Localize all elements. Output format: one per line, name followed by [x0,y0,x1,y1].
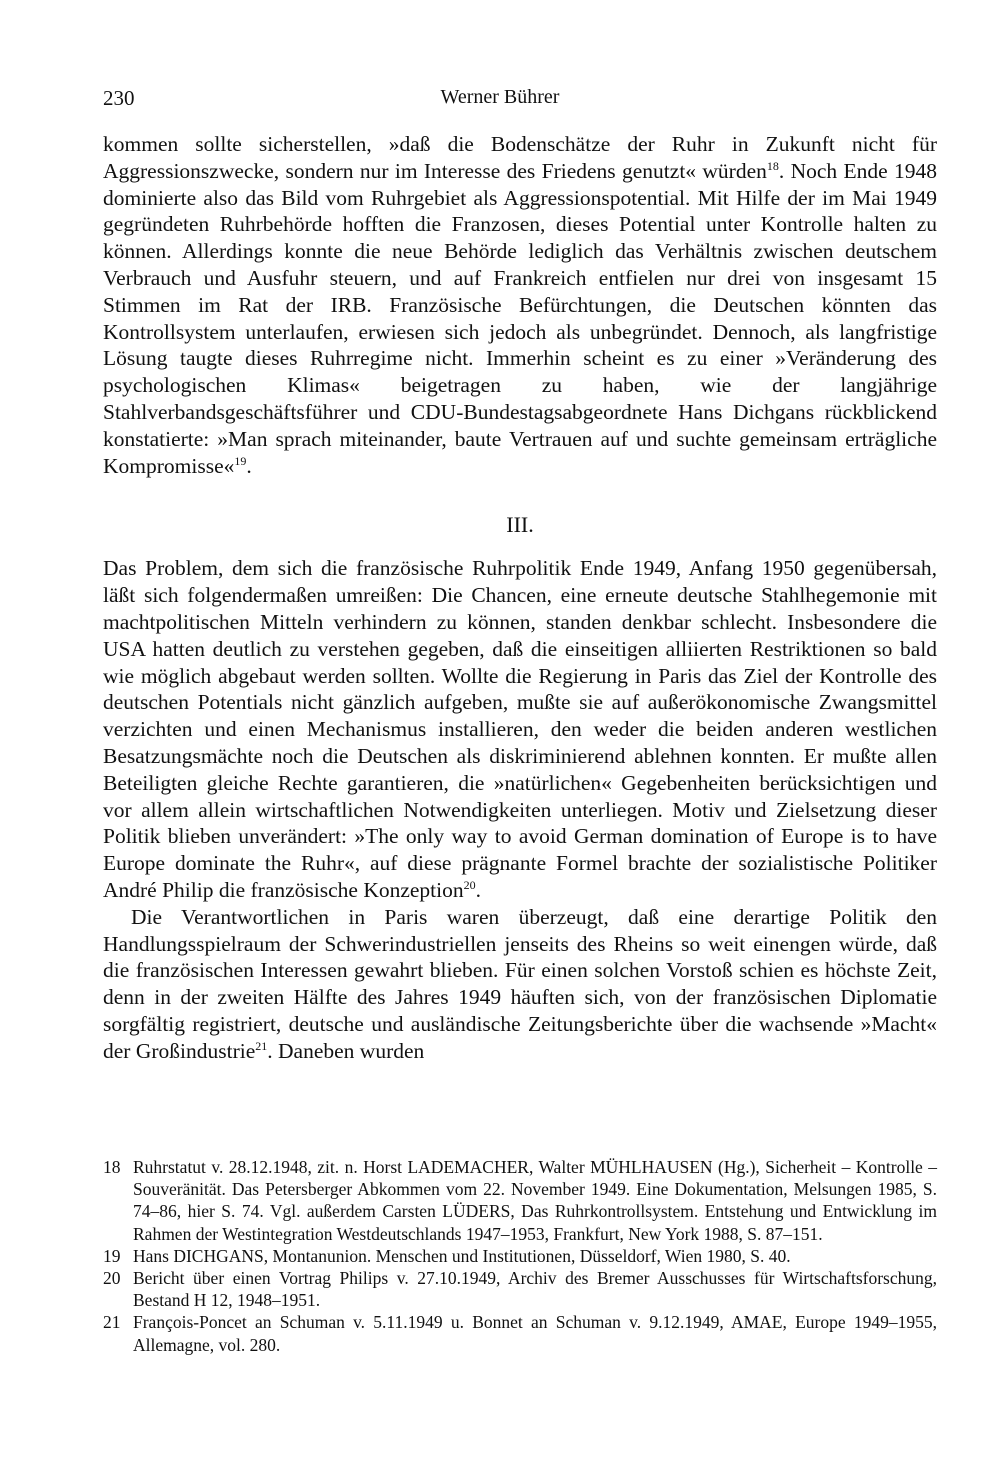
body-text [103,131,937,1065]
paragraph-text: . [475,877,482,902]
footnote-reference: 19 [234,453,247,468]
running-head-author: Werner Bührer [440,86,560,108]
paragraph-text: . Daneben wurden [267,1038,425,1063]
footnote [103,1156,937,1245]
footnote-text: Hans DICHGANS, Montanunion. Menschen und Institutionen, Düsseldorf, Wien 1980, S. 40. [133,1245,791,1266]
paragraph [103,904,937,1065]
footnote [103,1311,937,1355]
footnotes [103,1156,937,1356]
page-number: 230 [103,86,135,110]
footnote-text: Bericht über einen Vortrag Philips v. 27.10.1949, Archiv des Bremer Ausschusses für Wirtschaftsforschung, Bestand H 12, 1948–1951. [133,1268,937,1311]
footnote-reference: 18 [766,158,779,173]
footnote-number: 21 [103,1312,121,1333]
footnote [103,1267,937,1311]
footnote [103,1245,937,1267]
footnote-reference: 20 [463,877,476,892]
paragraph [103,555,937,903]
paragraph-text: Die Verantwortlichen in Paris waren überzeugt, daß eine derartige Politik den Handlungsspielraum der Schwerindustriellen jenseits des Rheins so weit einengen würde, daß die französischen Interessen gewahrt blieben. Für einen solchen Vorstoß schien es höchste Zeit, denn in der zweiten Hälfte des Jahres 1949 häuften sich, von der französischen Diplomatie sorgfältig registriert, deutsche und ausländische Zeitungsberichte über die wachsende »Macht« der Großindustrie [103,904,937,1063]
section-heading: III. [506,512,534,538]
paragraph-text: . [246,453,252,478]
footnote-reference: 21 [255,1038,268,1053]
paragraph [103,131,937,479]
footnote-number: 18 [103,1157,121,1177]
footnote-number: 20 [103,1268,121,1289]
paragraph-text: . Noch Ende 1948 dominierte also das Bild vom Ruhrgebiet als Aggressionspotential. Mit Hilfe der im Mai 1949 gegründeten Ruhrbehörde hofften die Franzosen, dieses Potential unter Kontrolle halten zu können. Allerdings konnte die neue Behörde lediglich das Verhältnis zwischen deutschem Verbrauch und Ausfuhr steuern, und auf Frankreich entfielen nur drei von insgesamt 15 Stimmen im Rat der IRB. Französische Befürchtungen, die Deutschen könnten das Kontrollsystem unterlaufen, erwiesen sich jedoch als unbegründet. Dennoch, als langfristige Lösung taugte dieses Ruhrregime nicht. Immerhin scheint es zu einer »Veränderung des psychologischen Klimas« beigetragen zu haben, wie der langjährige Stahlverbandsgeschäftsführer und CDU-Bundestagsabgeordnete Hans Dichgans rückblickend konstatierte: »Man sprach miteinander, baute Vertrauen auf und suchte gemeinsam erträgliche Kompromisse« [103,158,938,478]
footnote-text: François-Poncet an Schuman v. 5.11.1949 u. Bonnet an Schuman v. 9.12.1949, AMAE, Europe 1949–1955, Allemagne, vol. 280. [133,1312,937,1355]
paragraph-text: Das Problem, dem sich die französische Ruhrpolitik Ende 1949, Anfang 1950 gegenübersah, läßt sich folgendermaßen umreißen: Die Chancen, eine erneute deutsche Stahlhegemonie mit machtpolitischen Mitteln verhindern zu können, standen denkbar schlecht. Insbesondere die USA hatten deutlich zu verstehen gegeben, daß die einseitigen alliierten Restriktionen so bald wie möglich abgebaut werden sollten. Wollte die Regierung in Paris das Ziel der Kontrolle des deutschen Potentials nicht gänzlich aufgeben, mußte sie auf außerökonomische Zwangsmittel verzichten und einen Mechanismus installieren, den weder die beiden anderen westlichen Besatzungsmächte noch die Deutschen als diskriminierend ablehnen konnten. Er mußte allen Beteiligten gleiche Rechte garantieren, die »natürlichen« Gegebenheiten berücksichtigen und vor allem allein wirtschaftlichen Notwendigkeiten unterliegen. Motiv und Zielsetzung dieser Politik blieben unverändert: »The only way to avoid German domination of Europe is to have Europe dominate the Ruhr«, auf diese prägnante Formel brachte der sozialistische Politiker André Philip die französische Konzeption [103,556,937,902]
footnote-number: 19 [103,1245,121,1266]
footnote-text: Ruhrstatut v. 28.12.1948, zit. n. Horst LADEMACHER, Walter MÜHLHAUSEN (Hg.), Sicherheit – Kontrolle – Souveränität. Das Petersberger Abkommen vom 22. November 1949. Eine Dokumentation, Melsungen 1985, S. 74–86, hier S. 74. Vgl. außerdem Carsten LÜDERS, Das Ruhrkontrollsystem. Entstehung und Entwicklung im Rahmen der Westintegration Westdeutschlands 1947–1953, Frankfurt, New York 1988, S. 87–151. [133,1157,937,1244]
paragraph-text: kommen sollte sicherstellen, »daß die Bodenschätze der Ruhr in Zukunft nicht für Aggressionszwecke, sondern nur im Interesse des Friedens genutzt« würden [103,132,937,183]
